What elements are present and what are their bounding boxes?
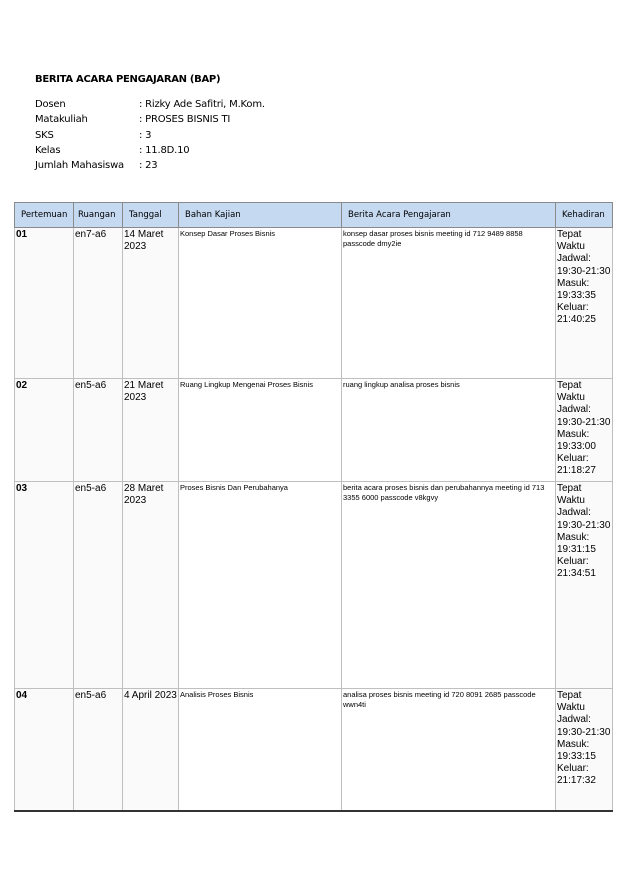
table-row [15, 228, 613, 379]
bap-table [14, 202, 613, 812]
info-label: Jumlah Mahasiswa [35, 160, 124, 172]
info-row-jumlah-mahasiswa [35, 158, 265, 173]
cell-bahan-kajian: Proses Bisnis Dan Perubahanya [179, 482, 342, 689]
cell-pertemuan: 04 [15, 689, 74, 812]
info-row-matakuliah [35, 112, 265, 127]
info-value: : 11.8D.10 [139, 144, 190, 156]
cell-bahan-kajian: Ruang Lingkup Mengenai Proses Bisnis [179, 379, 342, 482]
document-title: BERITA ACARA PENGAJARAN (BAP) [35, 74, 221, 85]
info-row-kelas [35, 143, 265, 158]
cell-tanggal: 21 Maret 2023 [123, 379, 179, 482]
info-value: : 23 [139, 160, 158, 172]
cell-ruangan: en5-a6 [74, 482, 123, 689]
table-row [15, 482, 613, 689]
cell-berita-acara: ruang lingkup analisa proses bisnis [342, 379, 556, 482]
cell-tanggal: 28 Maret 2023 [123, 482, 179, 689]
info-value: : 3 [139, 129, 152, 141]
cell-kehadiran: Tepat Waktu Jadwal: 19:30-21:30 Masuk: 19:33:00 Keluar: 21:18:27 [556, 379, 613, 482]
cell-pertemuan: 03 [15, 482, 74, 689]
header-kehadiran: Kehadiran [556, 203, 613, 228]
cell-ruangan: en5-a6 [74, 689, 123, 812]
header-ruangan: Ruangan [74, 203, 123, 228]
table-row [15, 379, 613, 482]
cell-ruangan: en7-a6 [74, 228, 123, 379]
info-row-dosen [35, 97, 265, 112]
cell-berita-acara: konsep dasar proses bisnis meeting id 712 9489 8858 passcode dmy2ie [342, 228, 556, 379]
course-info [35, 97, 265, 173]
cell-berita-acara: analisa proses bisnis meeting id 720 8091 2685 passcode wwn4ti [342, 689, 556, 812]
table-header-row [15, 203, 613, 228]
header-pertemuan: Pertemuan [15, 203, 74, 228]
cell-tanggal: 14 Maret 2023 [123, 228, 179, 379]
cell-kehadiran: Tepat Waktu Jadwal: 19:30-21:30 Masuk: 19:33:35 Keluar: 21:40:25 [556, 228, 613, 379]
header-tanggal: Tanggal [123, 203, 179, 228]
cell-bahan-kajian: Konsep Dasar Proses Bisnis [179, 228, 342, 379]
cell-kehadiran: Tepat Waktu Jadwal: 19:30-21:30 Masuk: 19:33:15 Keluar: 21:17:32 [556, 689, 613, 812]
info-label: Dosen [35, 99, 66, 110]
cell-bahan-kajian: Analisis Proses Bisnis [179, 689, 342, 812]
info-value: : Rizky Ade Safitri, M.Kom. [139, 99, 265, 110]
info-label: Kelas [35, 144, 61, 156]
cell-ruangan: en5-a6 [74, 379, 123, 482]
cell-berita-acara: berita acara proses bisnis dan perubahannya meeting id 713 3355 6000 passcode v8kgvy [342, 482, 556, 689]
info-label: Matakuliah [35, 114, 88, 126]
cell-pertemuan: 01 [15, 228, 74, 379]
info-row-sks [35, 128, 265, 143]
info-value: : PROSES BISNIS TI [139, 114, 231, 126]
header-berita-acara: Berita Acara Pengajaran [342, 203, 556, 228]
info-label: SKS [35, 129, 54, 141]
header-bahan-kajian: Bahan Kajian [179, 203, 342, 228]
cell-kehadiran: Tepat Waktu Jadwal: 19:30-21:30 Masuk: 19:31:15 Keluar: 21:34:51 [556, 482, 613, 689]
table-row [15, 689, 613, 812]
cell-tanggal: 4 April 2023 [123, 689, 179, 812]
cell-pertemuan: 02 [15, 379, 74, 482]
